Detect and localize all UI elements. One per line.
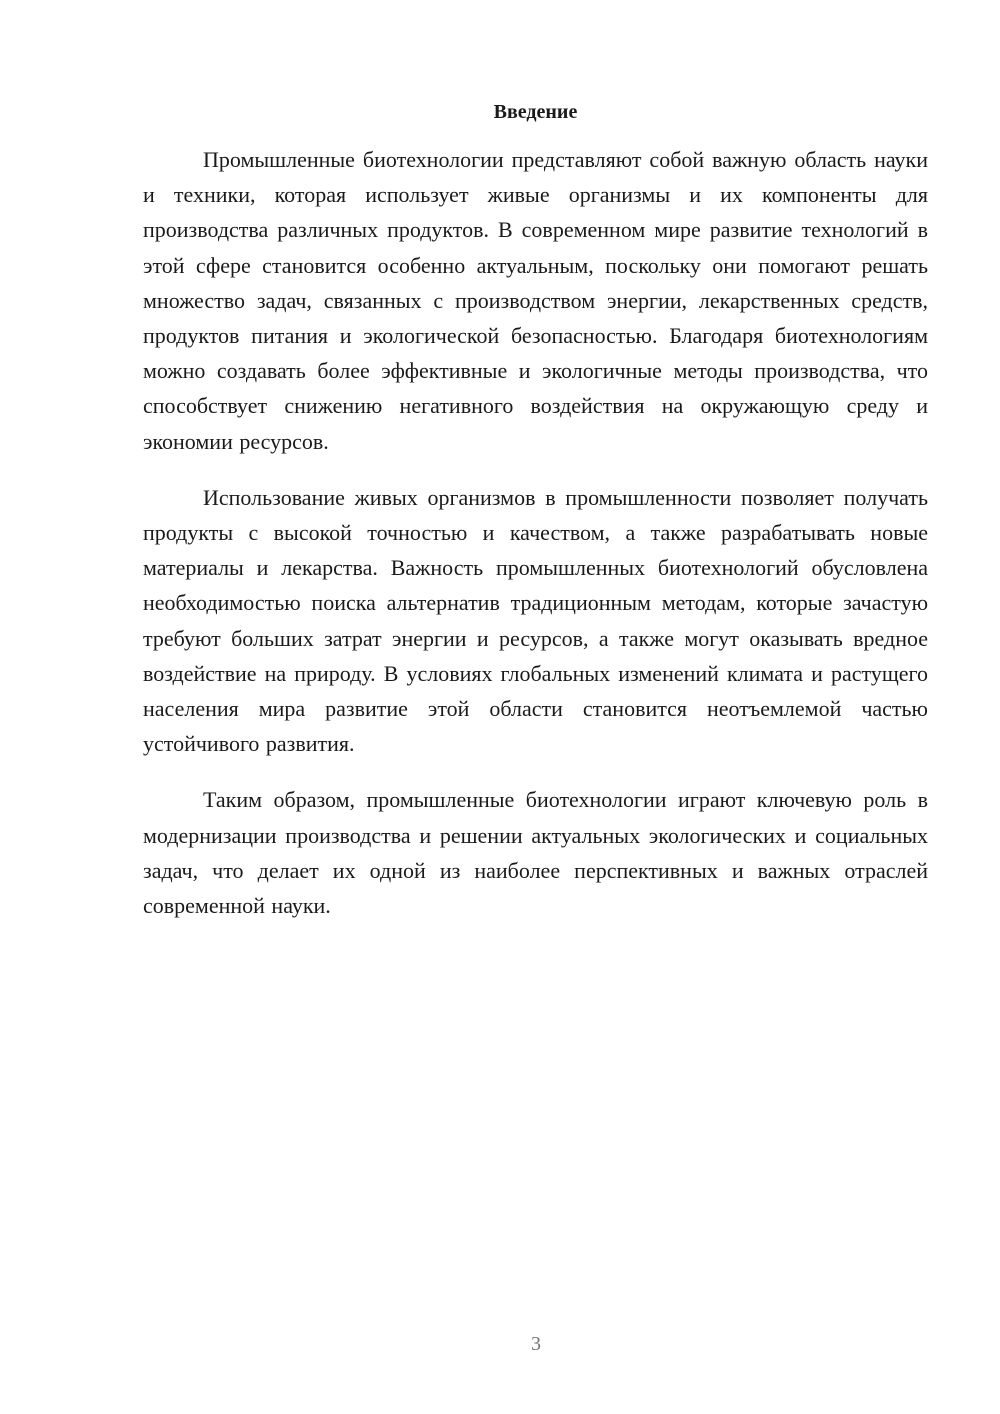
paragraph-2: Использование живых организмов в промышленности позволяет получать продукты с высокой точностью и качеством, а также разрабатывать новые материалы и лекарства. Важность промышленных биотехнологий обусловлена необходимостью поиска альтернатив традиционным методам, которые зачастую требуют больших затрат энергии и ресурсов, а также могут оказывать вредное воздействие на природу. В условиях глобальных изменений климата и растущего населения мира развитие этой области становится неотъемлемой частью устойчивого развития. [143,484,928,757]
section-heading: Введение [493,101,578,123]
paragraph-1: Промышленные биотехнологии представляют собой важную область науки и техники, которая использует живые организмы и их компоненты для производства различных продуктов. В современном мире развитие технологий в этой сфере становится особенно актуальным, поскольку они помогают решать множество задач, связанных с производством энергии, лекарственных средств, продуктов питания и экологической безопасностью. Благодаря биотехнологиям можно создавать более эффективные и экологичные методы производства, что способствует снижению негативного воздействия на окружающую среду и экономии ресурсов. [143,147,928,454]
page-body [143,96,928,944]
page-number: 3 [531,1333,541,1355]
paragraph-3: Таким образом, промышленные биотехнологии играют ключевую роль в модернизации производства и решении актуальных экологических и социальных задач, что делает их одной из наиболее перспективных и важных отраслей современной науки. [143,787,928,919]
